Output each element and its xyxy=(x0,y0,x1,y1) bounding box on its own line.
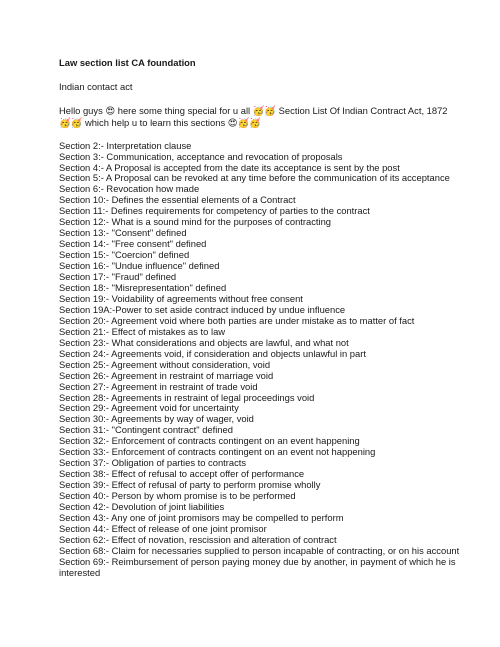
list-item: Section 37:- Obligation of parties to contracts xyxy=(59,457,247,469)
list-item: Section 24:- Agreements void, if consideration and objects unlawful in part xyxy=(59,347,366,359)
list-item: Section 17:- "Fraud" defined xyxy=(59,271,177,283)
list-item: Section 18:- "Misrepresentation" defined xyxy=(59,281,227,293)
list-item: Section 26:- Agreement in restraint of marriage void xyxy=(59,369,274,381)
list-item: Section 3:- Communication, acceptance and revocation of proposals xyxy=(59,150,343,162)
list-item: Section 4:- A Proposal is accepted from the date its acceptance is sent by the post xyxy=(59,161,400,173)
list-item: Section 33:- Enforcement of contracts contingent on an event not happening xyxy=(59,446,376,458)
list-item: Section 21:- Effect of mistakes as to law xyxy=(59,325,226,337)
list-item: Section 30:- Agreements by way of wager, void xyxy=(59,413,254,425)
list-item: Section 29:- Agreement void for uncertainty xyxy=(59,402,239,414)
list-item: Section 32:- Enforcement of contracts contingent on an event happening xyxy=(59,435,360,447)
list-item: Section 19A:-Power to set aside contract induced by undue influence xyxy=(59,303,346,315)
list-item: Section 20:- Agreement void where both parties are under mistake as to matter of fact xyxy=(59,314,415,326)
list-item: Section 31:- "Contingent contract" defined xyxy=(59,424,233,436)
list-item: Section 2:- Interpretation clause xyxy=(59,139,192,151)
list-item: Section 69:- Reimbursement of person paying money due by another, in payment of which he is interested xyxy=(59,555,456,578)
list-item: Section 6:- Revocation how made xyxy=(59,183,200,195)
list-item: Section 42:- Devolution of joint liabilities xyxy=(59,501,225,513)
list-item: Section 14:- "Free consent" defined xyxy=(59,238,207,250)
list-item: Section 16:- "Undue influence" defined xyxy=(59,260,220,272)
list-item: Section 68:- Claim for necessaries supplied to person incapable of contracting, or on his account xyxy=(59,544,460,556)
document-subtitle: Indian contact act xyxy=(59,81,133,92)
list-item: Section 44:- Effect of release of one joint promisor xyxy=(59,522,267,534)
list-item: Section 10:- Defines the essential elements of a Contract xyxy=(59,194,296,206)
list-item: Section 39:- Effect of refusal of party to perform promise wholly xyxy=(59,479,321,491)
document-title: Law section list CA foundation xyxy=(59,57,196,68)
list-item: Section 13:- "Consent" defined xyxy=(59,227,187,239)
list-item: Section 19:- Voidability of agreements without free consent xyxy=(59,292,303,304)
list-item: Section 40:- Person by whom promise is to be performed xyxy=(59,490,296,502)
list-item: Section 38:- Effect of refusal to accept offer of performance xyxy=(59,468,305,480)
list-item: Section 15:- "Coercion" defined xyxy=(59,249,190,261)
list-item: Section 25:- Agreement without consideration, void xyxy=(59,358,271,370)
list-item: Section 23:- What considerations and objects are lawful, and what not xyxy=(59,336,349,348)
list-item: Section 27:- Agreement in restraint of trade void xyxy=(59,380,258,392)
list-item: Section 62:- Effect of novation, rescission and alteration of contract xyxy=(59,533,337,545)
list-item: Section 5:- A Proposal can be revoked at any time before the communication of its acceptance xyxy=(59,172,450,184)
list-item: Section 12:- What is a sound mind for the purposes of contracting xyxy=(59,216,332,228)
list-item: Section 11:- Defines requirements for competency of parties to the contract xyxy=(59,205,370,217)
section-list xyxy=(59,141,460,579)
list-item: Section 28:- Agreements in restraint of legal proceedings void xyxy=(59,391,315,403)
intro-paragraph: Hello guys 😍 here some thing special for u all 🥳🥳 Section List Of Indian Contract Act, 1872 🥳🥳 which help u to learn this sections 😍🥳🥳 xyxy=(59,105,448,128)
list-item: Section 43:- Any one of joint promisors may be compelled to perform xyxy=(59,512,344,523)
